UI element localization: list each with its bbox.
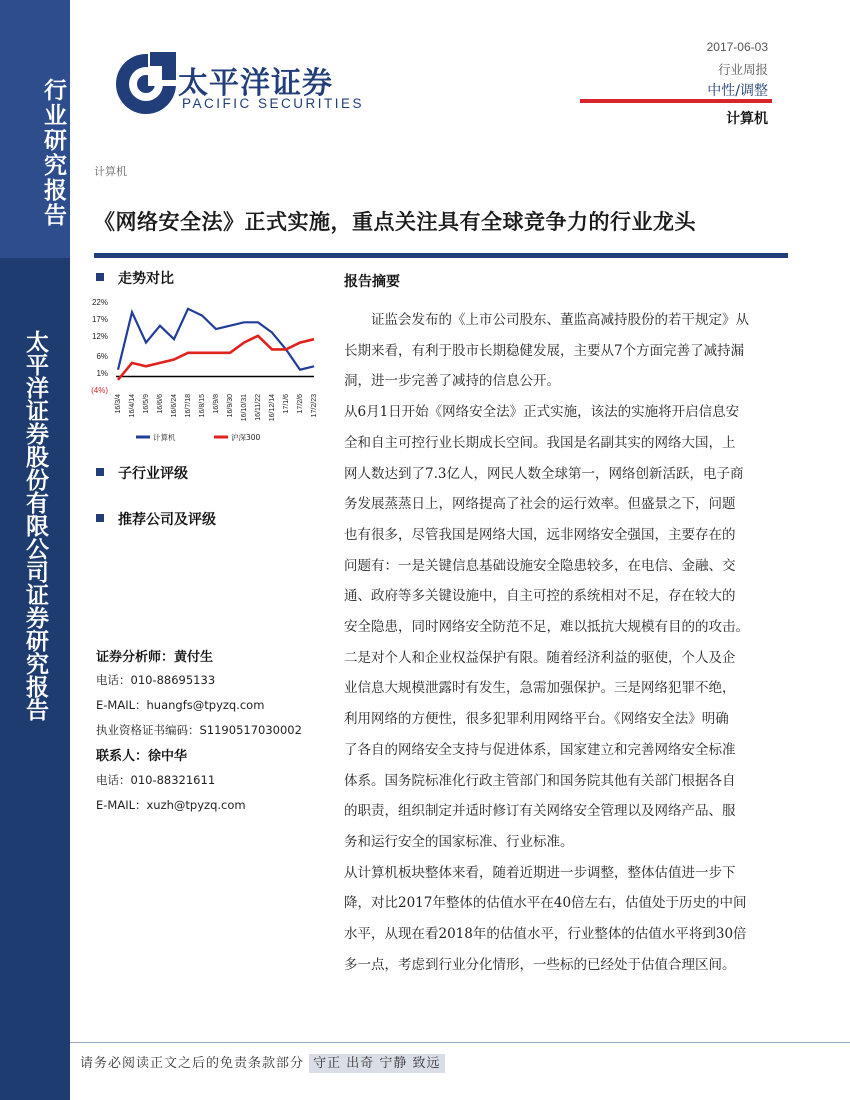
trend-heading: 走势对比 [96, 268, 174, 288]
x-tick-label: 16/12/14 [269, 394, 276, 422]
header-divider [580, 99, 772, 103]
x-tick-label: 16/11/22 [255, 394, 262, 421]
abstract-line: 了各自的网络安全支持与促进体系，国家建立和完善网络安全标准 [344, 741, 736, 758]
abstract-line: 全和自主可控行业长期成长空间。我国是名副其实的网络大国，上 [344, 434, 736, 451]
abstract-line: 网人数达到了7.3亿人，网民人数全球第一，网络创新活跃，电子商 [344, 465, 744, 482]
page-title: 《网络安全法》正式实施，重点关注具有全球竞争力的行业龙头 [94, 209, 696, 234]
abstract-line: 二是对个人和企业权益保护有限。随着经济利益的驱使，个人及企 [344, 649, 736, 666]
y-tick-label: 17% [91, 314, 108, 324]
abstract-line: 水平，从现在看2018年的估值水平，行业整体的估值水平将到30倍 [344, 926, 747, 943]
analyst-cert: 执业资格证书编码：S1190517030002 [96, 723, 302, 737]
analyst-name: 证券分析师：黄付生 [96, 650, 214, 665]
abstract-body [344, 305, 784, 980]
breadcrumb: 计算机 [94, 165, 127, 178]
abstract-line: 业信息大规模泄露时有发生，急需加强保护。三是网络犯罪不绝， [344, 680, 736, 697]
x-tick-label: 16/3/4 [115, 394, 122, 414]
x-tick-label: 17/1/6 [283, 394, 290, 414]
sidebar [0, 0, 70, 1100]
abstract-line: 体系。国务院标准化行政主管部门和国务院其他有关部门根据各自 [344, 772, 736, 789]
footer-disclaimer: 请务必阅读正文之后的免责条款部分 [80, 1056, 305, 1071]
legend-label: 沪深300 [231, 433, 261, 442]
report-category-label: 行业研究报告 [40, 78, 67, 228]
abstract-line: 多一点，考虑到行业分化情形，一些标的已经处于估值合理区间。 [344, 956, 736, 973]
abstract-line: 证监会发布的《上市公司股东、董监高减持股份的若干规定》从 [371, 312, 749, 328]
x-tick-label: 16/7/18 [185, 394, 192, 418]
contact-name: 联系人：徐中华 [96, 749, 188, 764]
analyst-email[interactable]: E-MAIL：huangfs@tpyzq.com [96, 698, 265, 712]
abstract-line: 洞，进一步完善了减持的信息公开。 [344, 373, 560, 390]
abstract-line: 问题有：一是关键信息基础设施安全隐患较多，在电信、金融、交 [344, 557, 736, 574]
x-tick-label: 17/2/6 [297, 394, 304, 414]
y-tick-label: 22% [91, 298, 108, 307]
abstract-line: 通、政府等多关键设施中，自主可控的系统相对不足，存在较大的 [344, 588, 736, 605]
y-tick-label: (4%) [91, 386, 108, 395]
trend-chart [86, 290, 326, 450]
sector-label: 计算机 [726, 111, 768, 127]
abstract-line: 的职责，组织制定并适时修订有关网络安全管理以及网络产品、服 [344, 803, 736, 820]
report-type: 行业周报 [717, 62, 768, 77]
subindustry-heading: 子行业评级 [96, 463, 188, 483]
abstract-line: 从6月1日开始《网络安全法》正式实施，该法的实施将开启信息安 [344, 404, 740, 421]
x-tick-label: 16/10/31 [241, 394, 248, 422]
company-vertical-label: 太平洋证券股份有限公司证券研究报告 [22, 330, 49, 721]
x-tick-label: 16/9/8 [213, 394, 220, 414]
abstract-line: 利用网络的方便性，很多犯罪利用网络平台。《网络安全法》明确 [344, 711, 729, 728]
footer [80, 1052, 445, 1071]
industry-rating: 中性/调整 [707, 83, 768, 99]
abstract-line: 降，对比2017年整体的估值水平在40倍左右，估值处于历史的中间 [344, 895, 747, 912]
contact-email[interactable]: E-MAIL：xuzh@tpyzq.com [96, 798, 246, 812]
abstract-line: 长期来看，有利于股市长期稳健发展，主要从7个方面完善了减持漏 [344, 342, 745, 359]
bullet-square-icon [96, 514, 104, 522]
abstract-heading: 报告摘要 [344, 274, 400, 290]
x-tick-label: 16/5/9 [143, 394, 150, 414]
x-tick-label: 16/6/24 [171, 394, 178, 418]
x-tick-label: 16/4/14 [129, 394, 136, 418]
series-line-computer [118, 309, 314, 370]
logo-text-cn: 太平洋证券 [178, 66, 333, 101]
abstract-line: 务和运行安全的国家标准、行业标准。 [344, 833, 574, 850]
x-tick-label: 16/8/15 [199, 394, 206, 418]
title-divider [94, 253, 788, 258]
contact-phone: 电话：010-88321611 [96, 773, 216, 787]
pacific-logo-icon [88, 18, 180, 138]
abstract-line: 务发展蒸蒸日上，网络提高了社会的运行效率。但盛景之下，问题 [344, 496, 736, 513]
abstract-line: 也有很多，尽管我国是网络大国，远非网络安全强国，主要存在的 [344, 526, 736, 543]
y-tick-label: 6% [96, 352, 108, 362]
analyst-phone: 电话：010-88695133 [96, 673, 216, 687]
abstract-line: 从计算机板块整体来看，随着近期进一步调整，整体估值进一步下 [344, 864, 736, 881]
y-tick-label: 12% [91, 331, 108, 341]
report-date: 2017-06-03 [706, 40, 768, 54]
recommend-heading: 推荐公司及评级 [96, 509, 216, 529]
x-tick-label: 17/2/23 [311, 394, 318, 418]
footer-motto: 守正 出奇 宁静 致远 [309, 1054, 444, 1073]
logo-text-en: PACIFIC SECURITIES [182, 96, 365, 111]
abstract-line: 安全隐患，同时网络安全防范不足，难以抵抗大规模有目的的攻击。 [344, 619, 749, 636]
bullet-square-icon [96, 468, 104, 476]
legend-label: 计算机 [153, 433, 176, 442]
x-tick-label: 16/6/6 [157, 394, 164, 414]
x-tick-label: 16/9/30 [227, 394, 234, 418]
footer-divider [70, 1042, 850, 1043]
y-tick-label: 1% [96, 369, 108, 379]
bullet-square-icon [96, 273, 104, 281]
